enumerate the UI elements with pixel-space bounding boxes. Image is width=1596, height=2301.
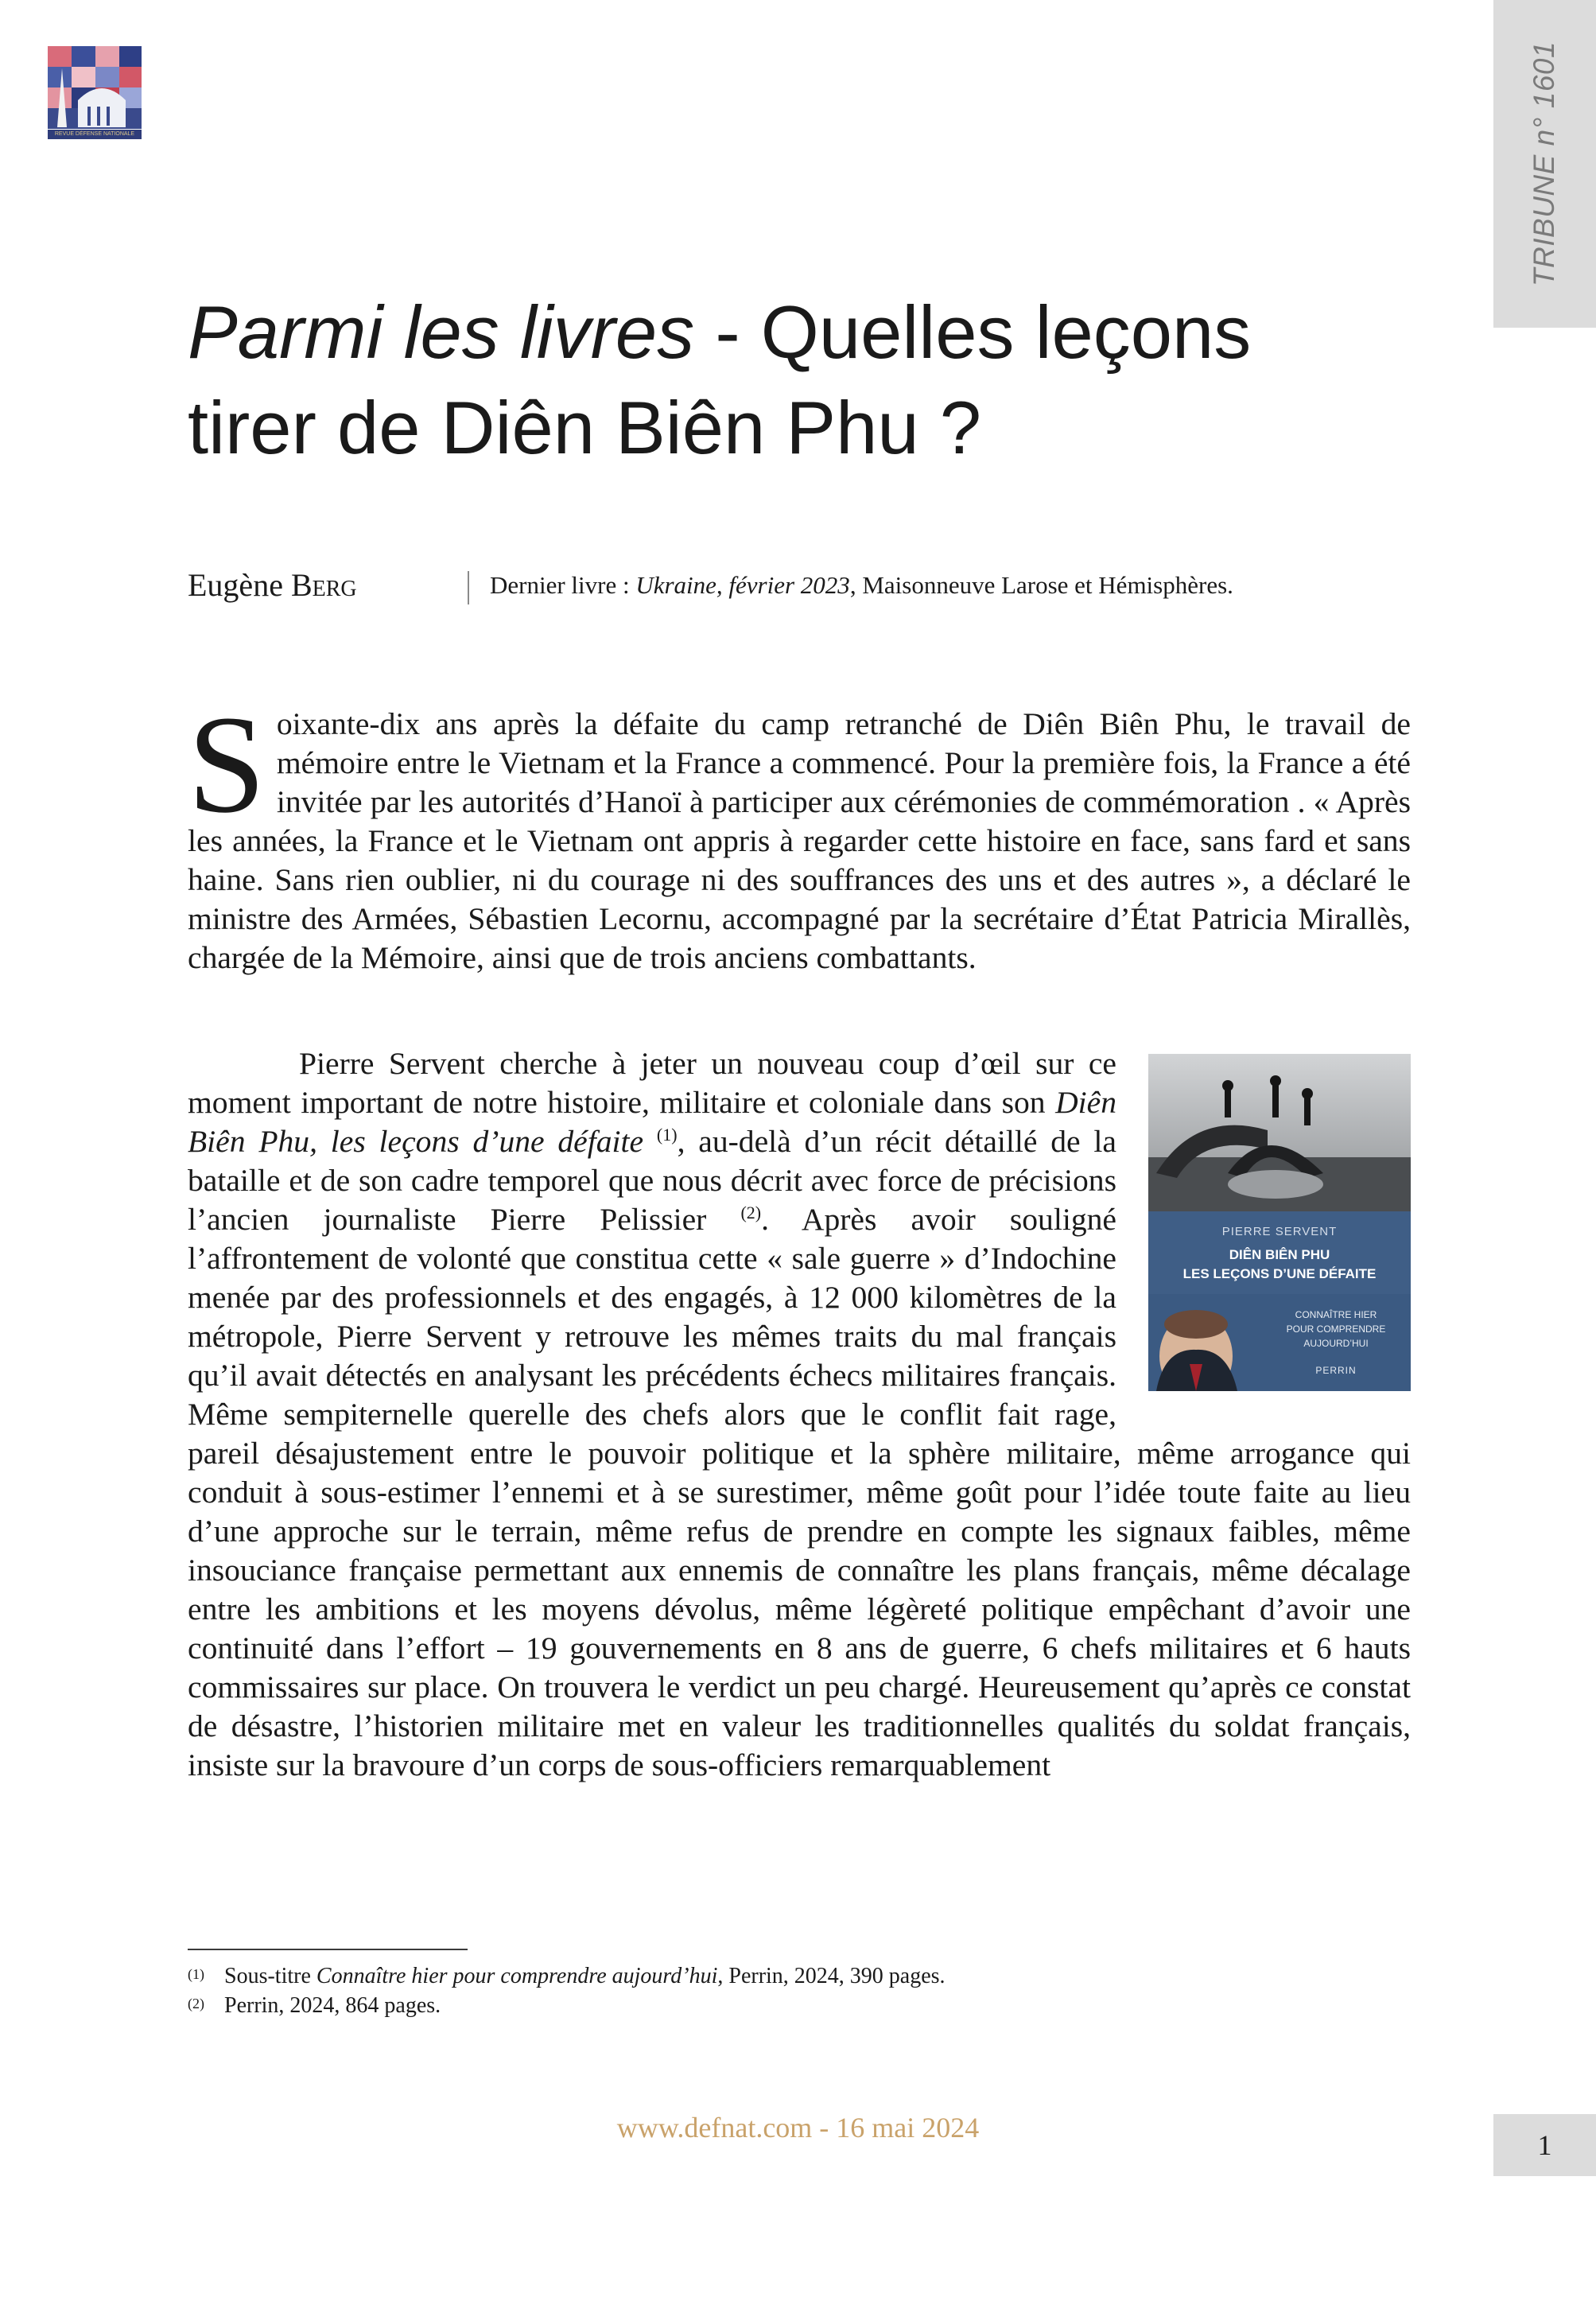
paragraph-1	[188, 687, 1411, 978]
footnote-1-mark: (1)	[188, 1966, 204, 1982]
paragraph-2-part-b: , au-delà d’un récit détaillé de la bataille et de son cadre temporel que nous décrit avec force de précisions l’ancien journaliste Pierre Pelissier	[188, 1124, 1116, 1237]
cover-tagline-3: AUJOURD’HUI	[1303, 1338, 1369, 1349]
footnote-2	[188, 1991, 1380, 2020]
paragraph-2-part-a: Pierre Servent cherche à jeter un nouveau coup d’œil sur ce moment important de notre histoire, militaire et coloniale dans son	[188, 1046, 1116, 1120]
footnote-2-text: Perrin, 2024, 864 pages.	[224, 1993, 441, 2018]
title-rest: - Quelles leçons tirer de Diên Biên Phu ?	[188, 290, 1252, 469]
drop-cap: S	[188, 687, 266, 842]
paragraph-2	[188, 1044, 1411, 1785]
tribune-tab-label: TRIBUNE n° 1601	[1528, 41, 1561, 287]
ecole-militaire-logo-icon	[46, 45, 143, 140]
footnote-1-italic: Connaître hier pour comprendre aujourd’hui	[316, 1964, 718, 1988]
footnote-1	[188, 1961, 1380, 1991]
paragraph-2-book-title: Diên Biên Phu, les leçons d’une défaite	[188, 1085, 1116, 1159]
author-last-name: Berg	[290, 567, 357, 603]
cover-author: PIERRE SERVENT	[1221, 1225, 1338, 1238]
logo-caption: REVUE DÉFENSE NATIONALE	[54, 131, 135, 137]
article-title	[188, 285, 1380, 476]
tribune-tab-label-wrap	[1493, 0, 1596, 328]
footnote-1-prefix: Sous-titre	[224, 1964, 316, 1988]
cover-title-2: LES LEÇONS D’UNE DÉFAITE	[1182, 1266, 1377, 1281]
title-italic: Parmi les livres	[188, 290, 695, 374]
author-info-suffix: , Maisonneuve Larose et Hémisphères.	[849, 571, 1233, 599]
page-number: 1	[1493, 2114, 1596, 2176]
footnote-ref-2[interactable]: (2)	[740, 1202, 762, 1222]
author-info-book: Ukraine, février 2023	[635, 571, 850, 599]
paragraph-2-part-c: . Après avoir souligné l’affrontement de volonté que constitua cette « sale guerre » d’Indochine menée par des professionnels et des engagés, à 12 000 kilomètres de la métropole, Pierre Servent y retrouve les mêmes traits du mal français qu’il avait détectés en analysant les précédents échecs militaires français. Même sempiternelle querelle des chefs alors que le conflit fait rage, pareil désajustement entre le pouvoir politique et la sphère militaire, même arrogance qui conduit à sous-estimer l’ennemi et à se surestimer, même goût pour l’idée toute faite au lieu d’une approche sur le terrain, même refus de prendre en compte les signaux faibles, même insouciance française permettant aux ennemis de connaître les plans français, même décalage entre les ambitions et les moyens dévolus, même légèreté politique empêchant d’avoir une continuité dans l’effort – 19 gouvernements en 8 ans de guerre, 6 chefs militaires et 6 hauts commissaires sur place. On trouvera le verdict un peu chargé. Heureusement qu’après ce constat de désastre, l’historien militaire met en valeur les traditionnelles qualités du soldat français, insiste sur la bravoure d’un corps de sous-officiers remarquablement	[188, 1202, 1411, 1782]
footer-url-date[interactable]: www.defnat.com - 16 mai 2024	[616, 2112, 980, 2144]
cover-tagline-2: POUR COMPRENDRE	[1286, 1323, 1386, 1335]
footnote-rule	[188, 1949, 468, 1950]
author-info	[490, 571, 1233, 600]
footnote-ref-1[interactable]: (1)	[656, 1124, 678, 1145]
author-first-name: Eugène	[188, 567, 291, 603]
byline-separator	[468, 571, 469, 604]
footnotes	[188, 1961, 1380, 2020]
footnote-1-suffix: , Perrin, 2024, 390 pages.	[717, 1964, 946, 1988]
paragraph-1-text: oixante-dix ans après la défaite du camp retranché de Diên Biên Phu, le travail de mémoire entre le Vietnam et la France a commencé. Pour la première fois, la France a été invitée par les autorités d’Hanoï à participer aux cérémonies de commémoration . « Après les années, la France et le Vietnam ont appris à regarder cette histoire en face, sans fard et sans haine. Sans rien oublier, ni du courage ni des souffrances des uns et des autres », a déclaré le ministre des Armées, Sébastien Lecornu, accompagné par la secrétaire d’État Patricia Mirallès, chargée de la Mémoire, ainsi que de trois anciens combattants.	[188, 706, 1411, 975]
book-cover-image	[1148, 1054, 1411, 1391]
cover-tagline-1: CONNAÎTRE HIER	[1295, 1309, 1377, 1320]
footnote-2-mark: (2)	[188, 1996, 204, 2011]
author-info-prefix: Dernier livre :	[490, 571, 636, 599]
cover-publisher: PERRIN	[1315, 1365, 1357, 1376]
cover-title-1: DIÊN BIÊN PHU	[1229, 1247, 1330, 1262]
